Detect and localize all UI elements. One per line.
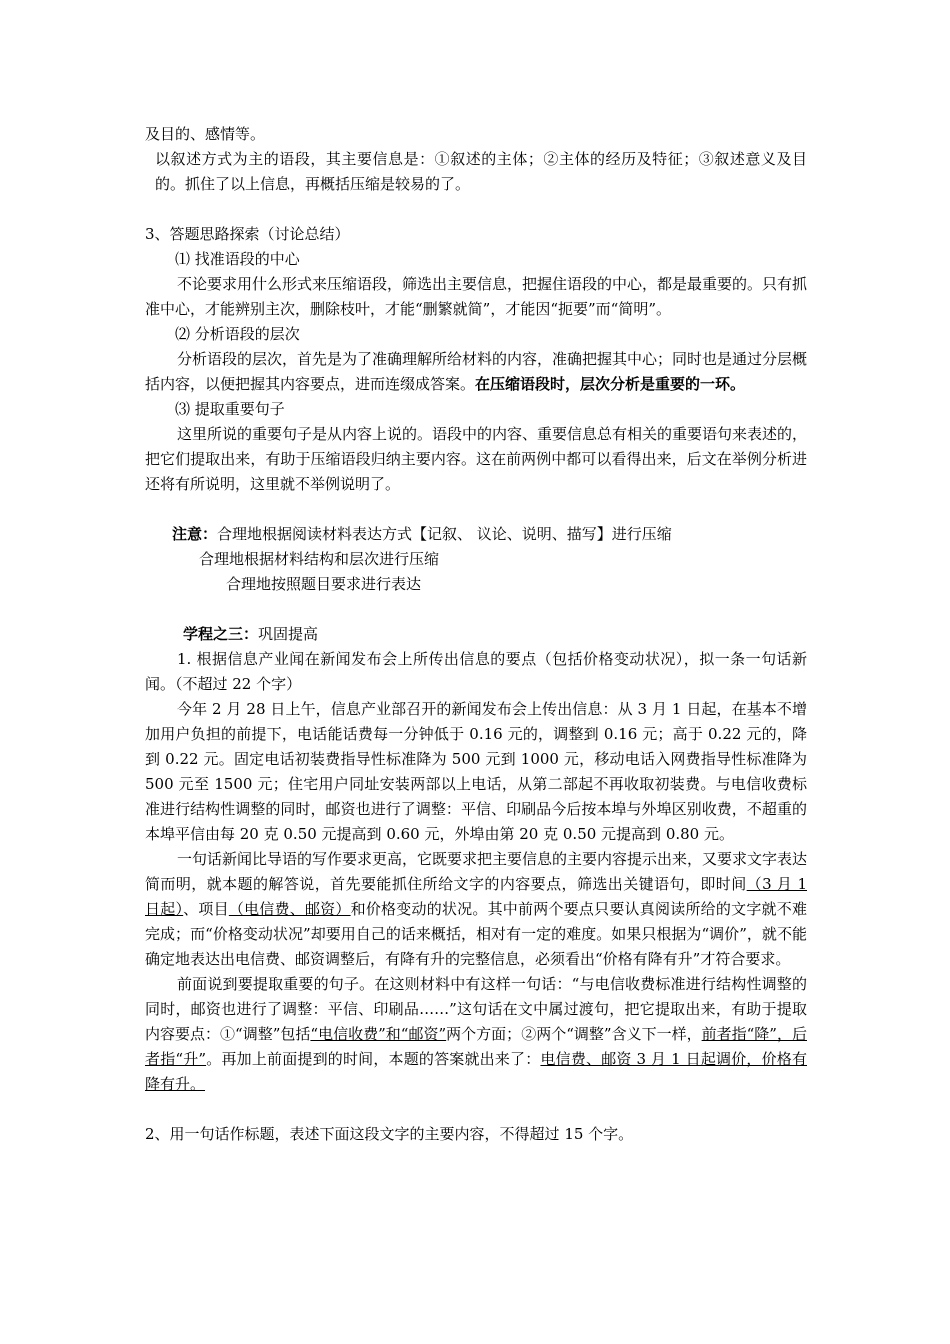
answer-2-underline-meaning: 前者指“降”，后者指“升” — [145, 1025, 807, 1068]
analyze-layers-text: 分析语段的层次，首先是为了准确理解所给材料的内容，准确把握其中心；同时也是通过分层概括内容，以便把握其内容要点，进而连缀成答案。 — [145, 350, 808, 393]
answer-1-underline-time: （3 月 1 日起） — [145, 875, 807, 918]
note-label: 注意： — [172, 525, 218, 543]
analyze-layers-emphasis: 在压缩语段时，层次分析是重要的一环。 — [475, 375, 746, 393]
extract-sentences-paragraph: 这里所说的重要句子是从内容上说的。语段中的内容、重要信息总有相关的重要语句来表述的，把它们提取出来，有助于压缩语段归纳主要内容。这在前两例中都可以看得出来，后文在举例分析进还将有所说明，这里就不举例说明了。 — [145, 425, 808, 493]
answer-2-underline-aspects: “电信收费”和“邮资” — [310, 1025, 447, 1043]
note-text-1: 合理地根据阅读材料表达方式【记叙、 议论、说明、描写】进行压缩 — [217, 525, 672, 543]
section3-heading: 3、答题思路探索（讨论总结） — [145, 225, 350, 243]
question-1: 1. 根据信息产业闻在新闻发布会上所传出信息的要点（包括价格变动状况），拟一条一句话新闻。（不超过 22 个字） — [145, 650, 807, 693]
subheading-analyze-layers: ⑵ 分析语段的层次 — [175, 325, 300, 343]
answer-analysis-1 — [145, 847, 807, 972]
answer-analysis-2 — [145, 972, 807, 1097]
document-page — [145, 122, 807, 1147]
note-line-3: 合理地按照题目要求进行表达 — [226, 575, 422, 593]
answer-2-underline-final: 电信费、邮资 3 月 1 日起调价，价格有降有升。 — [145, 1050, 807, 1093]
study-section-label: 学程之三： — [183, 625, 259, 643]
answer-2-text-b: 两个方面；②两个“调整”含义下一样， — [446, 1025, 702, 1043]
subheading-find-center: ⑴ 找准语段的中心 — [175, 250, 300, 268]
para-continuation: 及目的、感情等。 — [145, 125, 266, 143]
answer-1-underline-items: （电信费、邮资） — [228, 900, 351, 918]
study-section-title: 巩固提高 — [258, 625, 319, 643]
question-1-material: 今年 2 月 28 日上午，信息产业部召开的新闻发布会上传出信息：从 3 月 1 日起，在基本不增加用户负担的前提下，电话能话费每一分钟低于 0.16 元的，调整到 0.16 元；高于 0.22 元的，降到 0.22 元。固定电话初装费指导性标准降为 500 元到 1000 元，移动电话入网费指导性标准降为 500 元至 1500 元；住宅用户同址安装两部以上电话，从第二部起不再收取初装费。与电信收费标准进行结构性调整的同时，邮资也进行了调整：平信、印刷品今后按本埠与外埠区别收费，不超重的本埠平信由每 20 克 0.50 元提高到 0.60 元，外埠由第 20 克 0.50 元提高到 0.80 元。 — [145, 700, 807, 843]
answer-2-text-c: 。再加上前面提到的时间，本题的答案就出来了： — [206, 1050, 541, 1068]
study-section-heading — [145, 622, 807, 647]
find-center-paragraph: 不论要求用什么形式来压缩语段，筛选出主要信息，把握住语段的中心，都是最重要的。只有抓准中心，才能辨别主次，删除枝叶，才能“删繁就简”，才能因“扼要”而“简明”。 — [145, 275, 808, 318]
answer-1-text-c: 和价格变动的状况。其中前两个要点只要认真阅读所给的文字就不难完成；而“价格变动状况”却要用自己的话来概括，相对有一定的难度。如果只根据为“调价”，就不能确定地表达出电信费、邮资调整后，有降有升的完整信息，必须看出“价格有降有升”才符合要求。 — [145, 900, 807, 968]
answer-1-text-a: 一句话新闻比导语的写作要求更高，它既要求把主要信息的主要内容提示出来，又要求文字表达简而明，就本题的解答说，首先要能抓住所给文字的内容要点，筛选出关键语句，即时间 — [145, 850, 808, 893]
question-2: 2、用一句话作标题，表述下面这段文字的主要内容，不得超过 15 个字。 — [145, 1125, 634, 1143]
analyze-layers-paragraph — [145, 347, 807, 397]
note-line-2: 合理地根据材料结构和层次进行压缩 — [199, 550, 440, 568]
note-line-1 — [145, 522, 807, 547]
answer-2-text-a: 前面说到要提取重要的句子。在这则材料中有这样一句话：“与电信收费标准进行结构性调整的同时，邮资也进行了调整：平信、印刷品……”这句话在文中属过渡句，把它提取出来，有助于提取内容要点：①“调整”包括 — [145, 975, 807, 1043]
subheading-extract-sentences: ⑶ 提取重要句子 — [175, 400, 285, 418]
answer-1-text-b: 、项目 — [183, 900, 229, 918]
narrative-info-paragraph: 以叙述方式为主的语段，其主要信息是：①叙述的主体；②主体的经历及特征；③叙述意义及目的。抓住了以上信息，再概括压缩是较易的了。 — [155, 150, 807, 193]
